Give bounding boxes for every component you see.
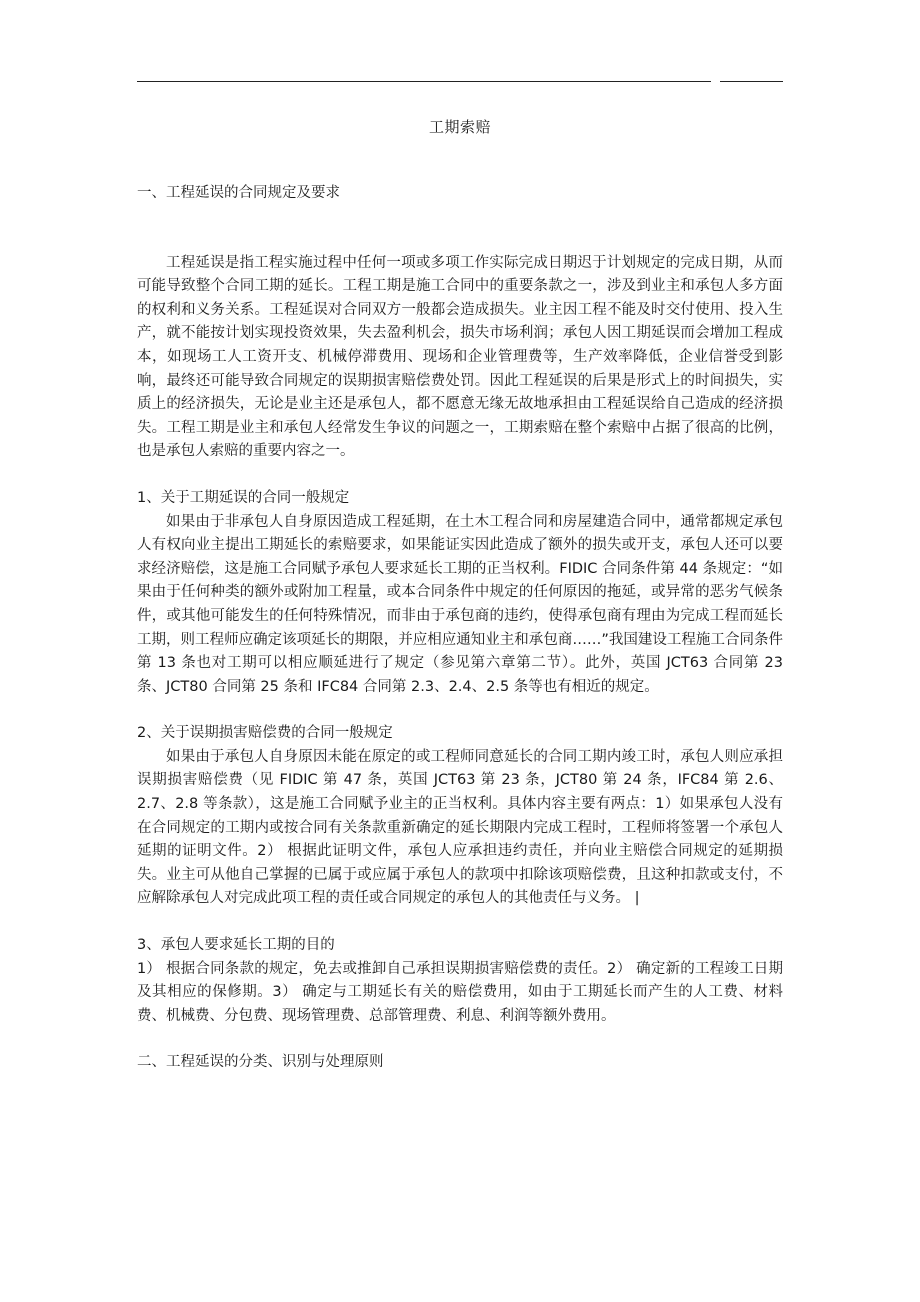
- paragraph: 如果由于非承包人自身原因造成工程延期，在土木工程合同和房屋建造合同中，通常都规定承包人有权向业主提出工期延长的索赔要求，如果能证实因此造成了额外的损失或开支，承包人还可以要求经济赔偿，这是施工合同赋予承包人要求延长工期的正当权利。FIDIC 合同条件第 44 条规定：“如果由于任何种类的额外或附加工程量，或本合同条件中规定的任何原因的拖延，或异常的恶劣气候条件，或其他可能发生的任何特殊情况，而非由于承包商的违约，使得承包商有理由为完成工程而延长工期，则工程师应确定该项延长的期限，并应相应通知业主和承包商……”我国建设工程施工合同条件第 13 条也对工期可以相应顺延进行了规定（参见第六章第二节）。此外，英国 JCT63 合同第 23 条、JCT80 合同第 25 条和 IFC84 合同第 2.3、2.4、2.5 条等也有相近的规定。: [137, 513, 783, 695]
- page-title: 工期索赔: [428, 118, 491, 136]
- section-heading-2: 1、关于工期延误的合同一般规定: [137, 489, 350, 506]
- section-heading-5: 二、工程延误的分类、识别与处理原则: [137, 1054, 384, 1071]
- document-body: [137, 182, 783, 1075]
- paragraph: 工程延误是指工程实施过程中任何一项或多项工作实际完成日期迟于计划规定的完成日期，从而可能导致整个合同工期的延长。工程工期是施工合同中的重要条款之一，涉及到业主和承包人多方面的权利和义务关系。工程延误对合同双方一般都会造成损失。业主因工程不能及时交付使用、投入生产，就不能按计划实现投资效果，失去盈利机会，损失市场利润；承包人因工期延误而会增加工程成本，如现场工人工资开支、机械停滞费用、现场和企业管理费等，生产效率降低，企业信誉受到影响，最终还可能导致合同规定的误期损害赔偿费处罚。因此工程延误的后果是形式上的时间损失，实质上的经济损失，无论是业主还是承包人，都不愿意无缘无故地承担由工程延误给自己造成的经济损失。工程工期是业主和承包人经常发生争议的问题之一，工期索赔在整个索赔中占据了很高的比例，也是承包人索赔的重要内容之一。: [137, 254, 783, 460]
- section-heading-1: 一、工程延误的合同规定及要求: [137, 185, 340, 201]
- section-heading-3: 2、关于误期损害赔偿费的合同一般规定: [137, 725, 393, 742]
- header-rule: [137, 81, 711, 82]
- section-heading-4: 3、承包人要求延长工期的目的: [137, 937, 335, 954]
- paragraph: 如果由于承包人自身原因未能在原定的或工程师同意延长的合同工期内竣工时，承包人则应承担误期损害赔偿费（见 FIDIC 第 47 条，英国 JCT63 第 23 条，JCT80 第 24 条，IFC84 第 2.6、2.7、2.8 等条款），这是施工合同赋予业主的正当权利。具体内容主要有两点：1）如果承包人没有在合同规定的工期内或按合同有关条款重新确定的延长期限内完成工程时，工程师将签署一个承包人延期的证明文件。2） 根据此证明文件，承包人应承担违约责任，并向业主赔偿合同规定的延期损失。业主可从他自己掌握的已属于或应属于承包人的款项中扣除该项赔偿费，且这种扣款或支付，不应解除承包人对完成此项工程的责任或合同规定的承包人的其他责任与义务。 |: [137, 748, 783, 907]
- paragraph: 1） 根据合同条款的规定，免去或推卸自己承担误期损害赔偿费的责任。2） 确定新的工程竣工日期及其相应的保修期。3） 确定与工期延长有关的赔偿费用，如由于工期延长而产生的人工费、材料费、机械费、分包费、现场管理费、总部管理费、利息、利润等额外费用。: [137, 960, 783, 1024]
- header-rule-short: [720, 81, 783, 82]
